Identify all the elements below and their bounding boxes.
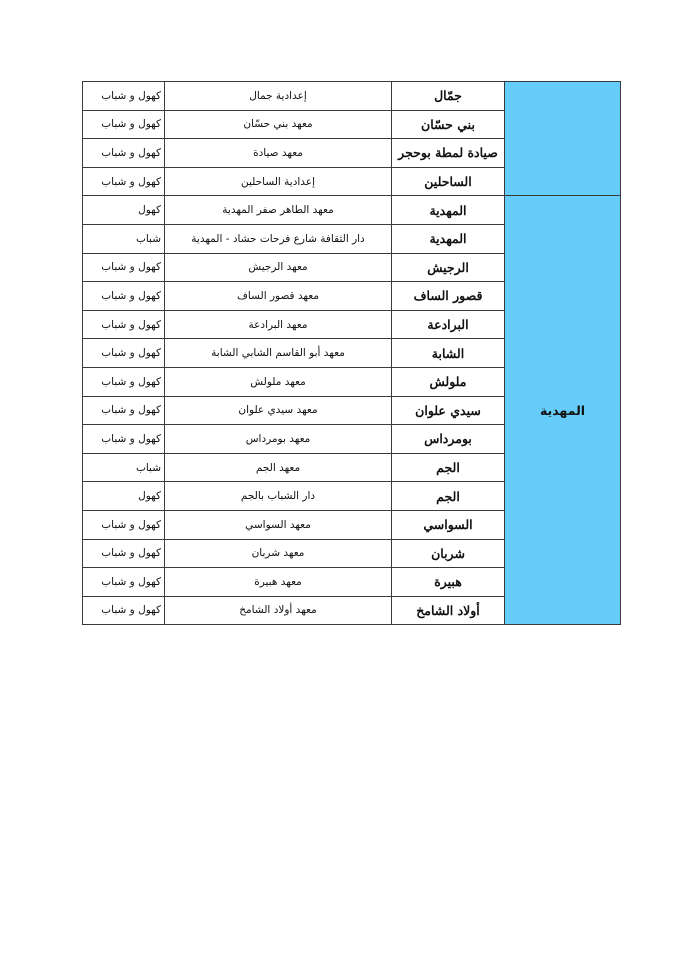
institution-cell: معهد هبيرة: [165, 568, 392, 597]
category-cell: كهول: [83, 196, 165, 225]
delegation-cell: الرجيش: [392, 253, 505, 282]
category-cell: كهول و شباب: [83, 282, 165, 311]
category-cell: كهول و شباب: [83, 568, 165, 597]
delegation-cell: الجم: [392, 453, 505, 482]
delegation-cell: الشابة: [392, 339, 505, 368]
delegation-cell: الجم: [392, 482, 505, 511]
delegation-cell: صيادة لمطة بوحجر: [392, 139, 505, 168]
category-cell: كهول و شباب: [83, 339, 165, 368]
delegation-cell: قصور الساف: [392, 282, 505, 311]
delegation-cell: ملولش: [392, 367, 505, 396]
institution-cell: معهد شربان: [165, 539, 392, 568]
delegation-cell: هبيرة: [392, 568, 505, 597]
institution-cell: معهد الجم: [165, 453, 392, 482]
category-cell: كهول و شباب: [83, 596, 165, 625]
category-cell: كهول و شباب: [83, 539, 165, 568]
institution-cell: إعدادية الساحلين: [165, 167, 392, 196]
institution-cell: معهد الطاهر صفر المهدية: [165, 196, 392, 225]
institution-cell: معهد صيادة: [165, 139, 392, 168]
institution-cell: دار الثقافة شارع فرحات حشاد - المهدية: [165, 224, 392, 253]
governorate-cell: [505, 82, 621, 196]
delegation-cell: المهدية: [392, 196, 505, 225]
institutions-table: [82, 81, 621, 625]
category-cell: كهول و شباب: [83, 425, 165, 454]
delegation-cell: جمّال: [392, 82, 505, 111]
institution-cell: معهد أبو القاسم الشابي الشابة: [165, 339, 392, 368]
table-row: [83, 196, 621, 225]
category-cell: كهول و شباب: [83, 139, 165, 168]
delegation-cell: السواسي: [392, 510, 505, 539]
data-table-container: [82, 81, 610, 625]
category-cell: كهول و شباب: [83, 510, 165, 539]
institution-cell: معهد أولاد الشامخ: [165, 596, 392, 625]
category-cell: كهول و شباب: [83, 396, 165, 425]
delegation-cell: بني حسّان: [392, 110, 505, 139]
institution-cell: دار الشباب بالجم: [165, 482, 392, 511]
institution-cell: معهد الرجيش: [165, 253, 392, 282]
category-cell: شباب: [83, 453, 165, 482]
category-cell: شباب: [83, 224, 165, 253]
institution-cell: معهد قصور الساف: [165, 282, 392, 311]
category-cell: كهول و شباب: [83, 167, 165, 196]
governorate-cell: المهدية: [505, 196, 621, 625]
delegation-cell: سيدي علوان: [392, 396, 505, 425]
delegation-cell: الساحلين: [392, 167, 505, 196]
category-cell: كهول و شباب: [83, 82, 165, 111]
category-cell: كهول و شباب: [83, 110, 165, 139]
category-cell: كهول و شباب: [83, 310, 165, 339]
category-cell: كهول و شباب: [83, 253, 165, 282]
delegation-cell: بومرداس: [392, 425, 505, 454]
delegation-cell: شربان: [392, 539, 505, 568]
institution-cell: معهد السواسي: [165, 510, 392, 539]
institution-cell: معهد سيدي علوان: [165, 396, 392, 425]
category-cell: كهول: [83, 482, 165, 511]
table-row: [83, 82, 621, 111]
table-body: [83, 82, 621, 625]
delegation-cell: المهدية: [392, 224, 505, 253]
category-cell: كهول و شباب: [83, 367, 165, 396]
institution-cell: معهد البرادعة: [165, 310, 392, 339]
delegation-cell: البرادعة: [392, 310, 505, 339]
institution-cell: معهد بني حسّان: [165, 110, 392, 139]
institution-cell: معهد ملولش: [165, 367, 392, 396]
delegation-cell: أولاد الشامخ: [392, 596, 505, 625]
institution-cell: إعدادية جمال: [165, 82, 392, 111]
institution-cell: معهد بومرداس: [165, 425, 392, 454]
